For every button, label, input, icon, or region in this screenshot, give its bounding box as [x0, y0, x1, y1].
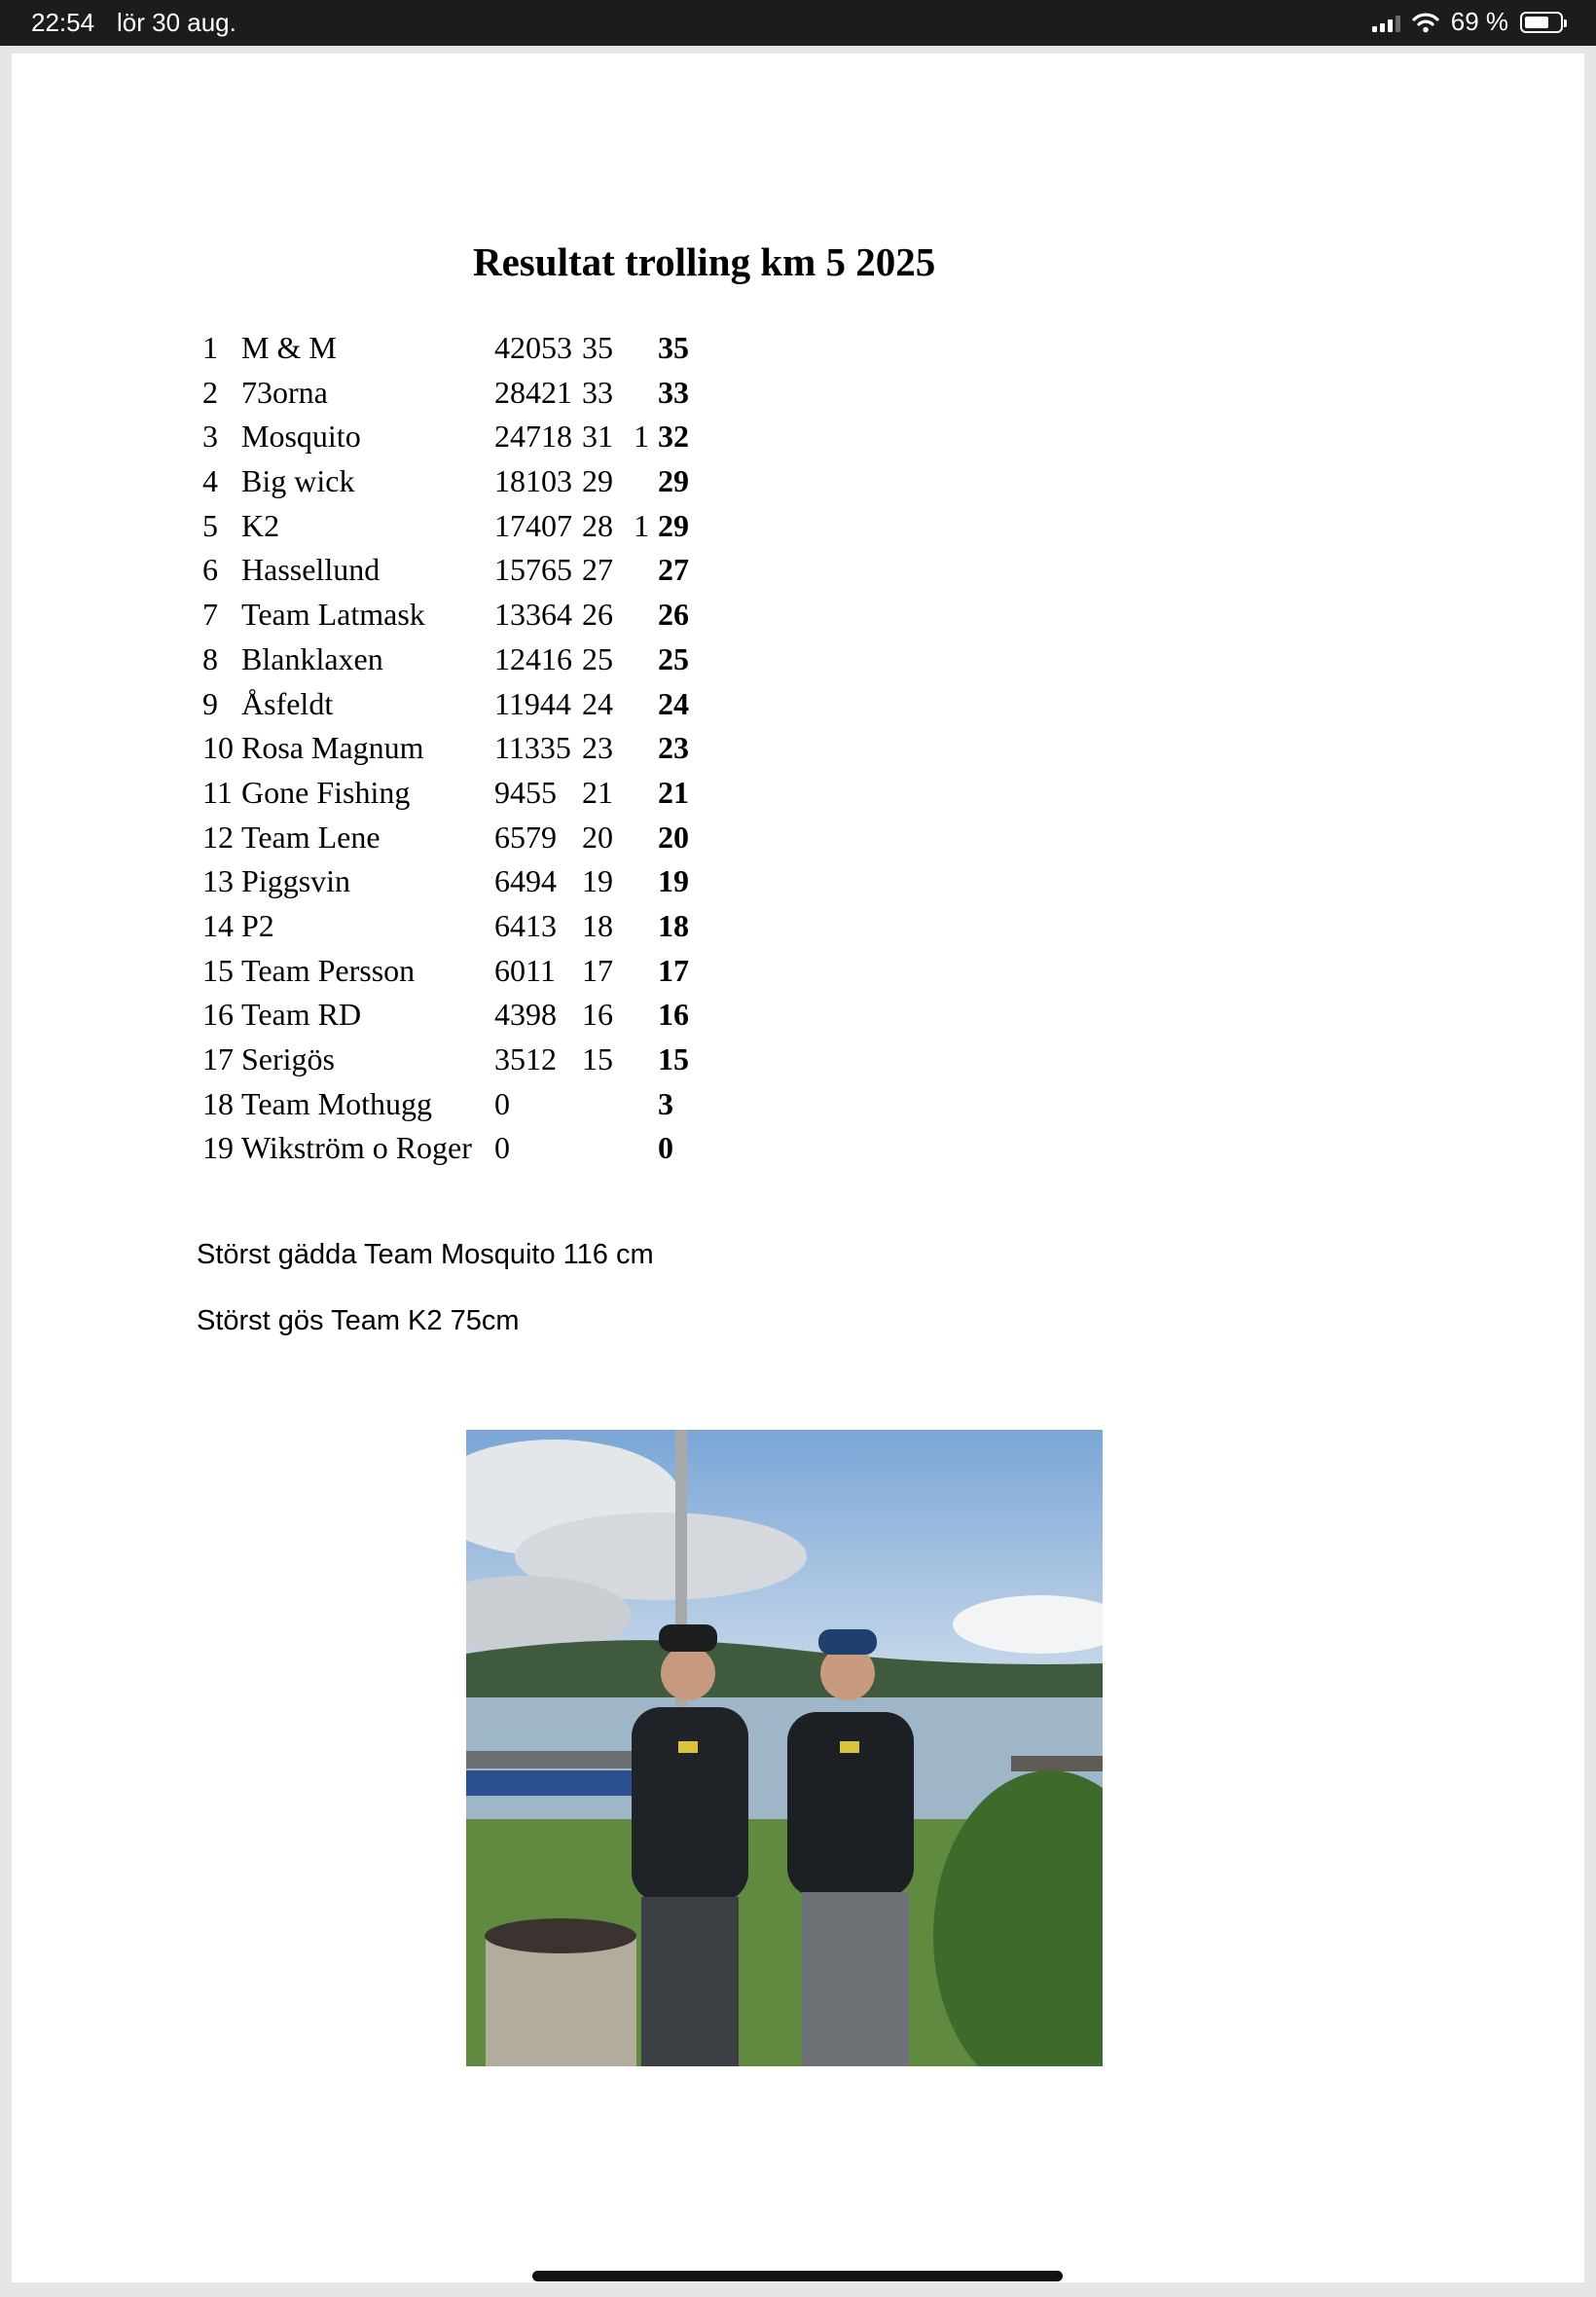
- result-row: [202, 682, 708, 727]
- result-bonus: 1: [634, 507, 649, 543]
- result-points: 18: [582, 907, 613, 943]
- result-team: Piggsvin: [241, 863, 351, 899]
- result-weight: 4398: [494, 997, 557, 1033]
- result-total: 27: [658, 552, 689, 588]
- document-page[interactable]: [12, 54, 1584, 2282]
- result-team: Blanklaxen: [241, 640, 383, 676]
- result-weight: 0: [494, 1130, 510, 1166]
- result-rank: 9: [202, 685, 218, 721]
- result-weight: 11944: [494, 685, 571, 721]
- result-points: 27: [582, 552, 613, 588]
- result-points: 33: [582, 374, 613, 410]
- team-photo-image: [466, 1430, 1103, 2066]
- result-weight: 9455: [494, 774, 557, 810]
- wifi-icon: [1412, 12, 1439, 33]
- result-total: 20: [658, 819, 689, 855]
- battery-percent: 69 %: [1450, 7, 1508, 36]
- result-rank: 6: [202, 552, 218, 588]
- result-row: [202, 638, 708, 682]
- result-points: 35: [582, 330, 613, 365]
- cellular-signal-icon: [1372, 13, 1400, 32]
- result-total: 17: [658, 952, 689, 988]
- result-row: [202, 1082, 708, 1127]
- result-weight: 13364: [494, 597, 572, 633]
- result-weight: 28421: [494, 374, 572, 410]
- result-points: 15: [582, 1041, 613, 1076]
- result-weight: 24718: [494, 419, 572, 455]
- result-team: Team Latmask: [241, 597, 425, 633]
- result-team: P2: [241, 907, 274, 943]
- result-weight: 42053: [494, 330, 572, 365]
- result-rank: 19: [202, 1130, 234, 1166]
- result-team: Rosa Magnum: [241, 730, 424, 766]
- result-rank: 5: [202, 507, 218, 543]
- result-total: 25: [658, 640, 689, 676]
- note-largest-zander: Störst gös Team K2 75cm: [197, 1305, 520, 1336]
- result-row: [202, 904, 708, 949]
- result-row: [202, 859, 708, 904]
- note-largest-pike: Störst gädda Team Mosquito 116 cm: [197, 1239, 654, 1270]
- result-team: Gone Fishing: [241, 774, 411, 810]
- result-total: 24: [658, 685, 689, 721]
- result-row: [202, 816, 708, 860]
- document-title: Resultat trolling km 5 2025: [473, 239, 936, 284]
- result-rank: 14: [202, 907, 234, 943]
- result-rank: 1: [202, 330, 218, 365]
- result-points: 17: [582, 952, 613, 988]
- result-total: 23: [658, 730, 689, 766]
- result-total: 18: [658, 907, 689, 943]
- result-weight: 3512: [494, 1041, 557, 1076]
- result-points: 26: [582, 597, 613, 633]
- result-points: 23: [582, 730, 613, 766]
- result-team: Team Mothugg: [241, 1085, 432, 1121]
- results-table: [202, 326, 708, 1171]
- result-total: 33: [658, 374, 689, 410]
- result-weight: 18103: [494, 463, 572, 499]
- result-rank: 18: [202, 1085, 234, 1121]
- result-weight: 15765: [494, 552, 572, 588]
- result-row: [202, 415, 708, 459]
- result-weight: 6011: [494, 952, 556, 988]
- result-points: 21: [582, 774, 613, 810]
- status-time: 22:54: [31, 8, 95, 37]
- result-row: [202, 548, 708, 593]
- result-team: Team Persson: [241, 952, 416, 988]
- result-rank: 8: [202, 640, 218, 676]
- result-rank: 15: [202, 952, 234, 988]
- result-row: [202, 504, 708, 549]
- result-rank: 3: [202, 419, 218, 455]
- result-team: Team RD: [241, 997, 362, 1033]
- status-bar: [0, 0, 1596, 46]
- result-total: 29: [658, 463, 689, 499]
- result-row: [202, 993, 708, 1038]
- status-date: lör 30 aug.: [117, 8, 236, 37]
- result-total: 32: [658, 419, 689, 455]
- result-rank: 7: [202, 597, 218, 633]
- result-bonus: 1: [634, 419, 649, 455]
- result-points: 29: [582, 463, 613, 499]
- result-points: 28: [582, 507, 613, 543]
- result-team: 73orna: [241, 374, 328, 410]
- result-team: Hassellund: [241, 552, 381, 588]
- result-row: [202, 326, 708, 371]
- result-team: Team Lene: [241, 819, 381, 855]
- result-weight: 11335: [494, 730, 571, 766]
- result-rank: 2: [202, 374, 218, 410]
- result-total: 29: [658, 507, 689, 543]
- result-row: [202, 949, 708, 994]
- result-row: [202, 593, 708, 638]
- result-total: 3: [658, 1085, 673, 1121]
- result-row: [202, 371, 708, 416]
- result-team: Serigös: [241, 1041, 335, 1076]
- result-total: 15: [658, 1041, 689, 1076]
- result-row: [202, 1126, 708, 1171]
- result-total: 26: [658, 597, 689, 633]
- result-weight: 0: [494, 1085, 510, 1121]
- result-weight: 6579: [494, 819, 557, 855]
- result-team: Mosquito: [241, 419, 361, 455]
- status-indicators: [1372, 7, 1563, 37]
- result-rank: 12: [202, 819, 234, 855]
- result-row: [202, 726, 708, 771]
- battery-icon: [1520, 12, 1563, 33]
- result-team: Åsfeldt: [241, 685, 334, 721]
- result-rank: 10: [202, 730, 234, 766]
- result-points: 25: [582, 640, 613, 676]
- result-rank: 4: [202, 463, 218, 499]
- result-points: 24: [582, 685, 613, 721]
- result-rank: 11: [202, 774, 233, 810]
- result-points: 19: [582, 863, 613, 899]
- result-row: [202, 459, 708, 504]
- result-total: 0: [658, 1130, 673, 1166]
- team-photo: [466, 1430, 1103, 2066]
- result-points: 16: [582, 997, 613, 1033]
- result-weight: 12416: [494, 640, 572, 676]
- result-rank: 17: [202, 1041, 234, 1076]
- result-total: 35: [658, 330, 689, 365]
- result-points: 20: [582, 819, 613, 855]
- result-team: Wikström o Roger: [241, 1130, 472, 1166]
- result-team: K2: [241, 507, 280, 543]
- result-points: 31: [582, 419, 613, 455]
- result-weight: 17407: [494, 507, 572, 543]
- result-total: 21: [658, 774, 689, 810]
- result-weight: 6494: [494, 863, 557, 899]
- result-row: [202, 1038, 708, 1082]
- result-row: [202, 771, 708, 816]
- result-rank: 16: [202, 997, 234, 1033]
- result-weight: 6413: [494, 907, 557, 943]
- result-team: M & M: [241, 330, 337, 365]
- result-total: 16: [658, 997, 689, 1033]
- result-team: Big wick: [241, 463, 355, 499]
- result-total: 19: [658, 863, 689, 899]
- result-rank: 13: [202, 863, 234, 899]
- home-indicator[interactable]: [532, 2271, 1063, 2281]
